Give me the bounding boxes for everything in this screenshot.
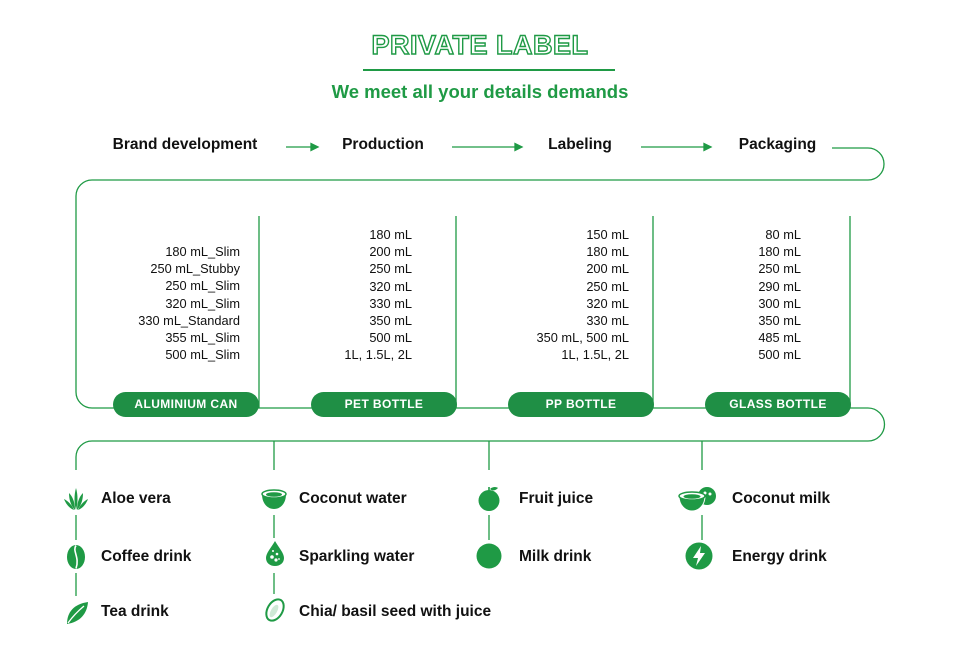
coffee-bean-icon xyxy=(63,544,89,570)
glass-bottle-sizes xyxy=(720,226,801,364)
size-item: 320 mL xyxy=(586,295,629,311)
size-item: 330 mL xyxy=(586,313,629,329)
chia-seed-icon xyxy=(262,597,288,623)
milk-drop-icon xyxy=(476,543,502,569)
aluminium-can-sizes xyxy=(120,243,240,363)
size-item: 1L, 1.5L, 2L xyxy=(344,347,412,363)
product-chia-basil-seed-juice: Chia/ basil seed with juice xyxy=(299,603,492,620)
step-production: Production xyxy=(342,136,424,153)
product-coffee-drink: Coffee drink xyxy=(101,548,192,565)
size-item: 500 mL_Slim xyxy=(165,347,240,363)
pet-bottle-label: PET BOTTLE xyxy=(311,392,457,417)
size-item: 350 mL xyxy=(369,313,412,329)
size-item: 320 mL xyxy=(369,278,412,294)
size-item: 250 mL_Stubby xyxy=(150,261,240,277)
step-brand-development: Brand development xyxy=(112,136,258,153)
aluminium-can-label: ALUMINIUM CAN xyxy=(113,392,259,417)
size-item: 180 mL xyxy=(758,244,801,260)
size-item: 200 mL xyxy=(369,244,412,260)
pet-bottle-sizes xyxy=(320,226,412,364)
tea-leaf-icon xyxy=(64,600,90,626)
product-energy-drink: Energy drink xyxy=(732,548,827,565)
glass-bottle-label: GLASS BOTTLE xyxy=(705,392,851,417)
size-item: 80 mL xyxy=(765,227,801,242)
product-milk-drink: Milk drink xyxy=(519,548,592,565)
product-aloe-vera: Aloe vera xyxy=(101,490,171,507)
size-item: 1L, 1.5L, 2L xyxy=(561,347,629,363)
product-sparkling-water: Sparkling water xyxy=(299,548,415,565)
title-underline xyxy=(363,69,615,71)
size-item: 250 mL_Slim xyxy=(165,278,240,294)
pp-bottle-label: PP BOTTLE xyxy=(508,392,654,417)
fruit-icon xyxy=(476,485,502,511)
step-labeling: Labeling xyxy=(548,136,612,153)
size-item: 350 mL, 500 mL xyxy=(536,330,629,346)
coconut-milk-icon xyxy=(678,484,718,512)
size-item: 180 mL xyxy=(369,227,412,242)
size-item: 200 mL xyxy=(586,261,629,277)
size-item: 350 mL xyxy=(758,313,801,329)
size-item: 500 mL xyxy=(369,330,412,346)
size-item: 355 mL_Slim xyxy=(165,330,240,346)
size-item: 250 mL xyxy=(758,261,801,277)
step-packaging: Packaging xyxy=(738,136,817,153)
sparkling-water-icon xyxy=(262,540,288,566)
size-item: 300 mL xyxy=(758,295,801,311)
coconut-icon xyxy=(261,486,287,512)
aloe-vera-icon xyxy=(63,486,89,512)
size-item: 500 mL xyxy=(758,347,801,363)
size-item: 485 mL xyxy=(758,330,801,346)
energy-bolt-icon xyxy=(685,542,713,570)
size-item: 320 mL_Slim xyxy=(165,295,240,311)
product-tea-drink: Tea drink xyxy=(101,603,169,620)
product-coconut-water: Coconut water xyxy=(299,490,407,507)
pp-bottle-sizes xyxy=(510,226,629,364)
size-item: 250 mL xyxy=(586,278,629,294)
product-coconut-milk: Coconut milk xyxy=(732,490,831,507)
size-item: 180 mL xyxy=(586,244,629,260)
size-item: 180 mL_Slim xyxy=(165,244,240,259)
product-fruit-juice: Fruit juice xyxy=(519,490,594,507)
size-item: 250 mL xyxy=(369,261,412,277)
size-item: 150 mL xyxy=(586,227,629,242)
size-item: 330 mL xyxy=(369,295,412,311)
page-title: PRIVATE LABEL xyxy=(371,30,589,60)
page-subtitle: We meet all your details demands xyxy=(331,81,629,102)
size-item: 330 mL_Standard xyxy=(138,312,240,328)
size-item: 290 mL xyxy=(758,278,801,294)
